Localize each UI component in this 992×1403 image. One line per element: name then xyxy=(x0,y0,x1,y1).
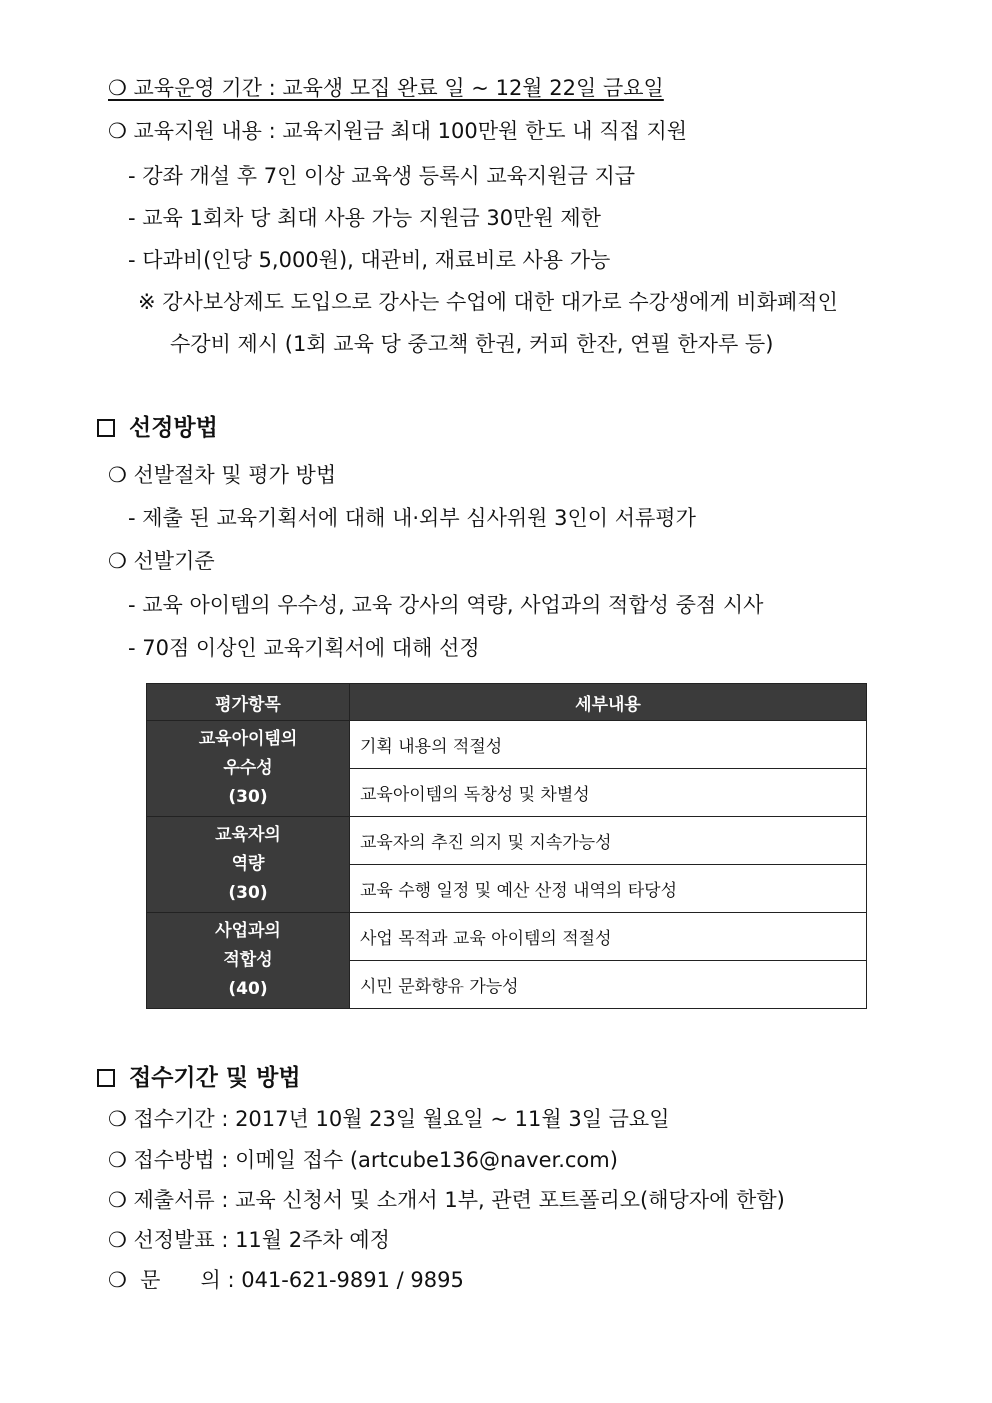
detail-cell: 사업 목적과 교육 아이템의 적절성 xyxy=(350,913,867,961)
section-heading-selection xyxy=(97,414,218,442)
category-cell xyxy=(147,817,350,913)
checkbox-square-icon xyxy=(97,1069,115,1087)
support-line: ❍ 교육지원 내용 : 교육지원금 최대 100만원 한도 내 직접 지원 xyxy=(108,119,688,143)
support-item: - 다과비(인당 5,000원), 대관비, 재료비로 사용 가능 xyxy=(128,248,611,272)
support-item: - 교육 1회차 당 최대 사용 가능 지원금 30만원 제한 xyxy=(128,206,601,230)
procedure-title: ❍ 선발절차 및 평가 방법 xyxy=(108,463,337,487)
table-header-row xyxy=(147,684,867,721)
category-score: (40) xyxy=(228,979,268,999)
detail-cell: 교육아이템의 독창성 및 차별성 xyxy=(350,769,867,817)
table-row xyxy=(147,913,867,961)
category-score: (30) xyxy=(228,787,268,807)
table-row xyxy=(147,817,867,865)
criteria-title: ❍ 선발기준 xyxy=(108,549,215,573)
note-line: ※ 강사보상제도 도입으로 강사는 수업에 대한 대가로 수강생에게 비화폐적인 xyxy=(138,290,838,314)
category-name: 교육아이템의 xyxy=(198,729,298,749)
category-name: 적합성 xyxy=(223,950,273,970)
category-name: 사업과의 xyxy=(215,921,281,941)
application-method: ❍ 접수방법 : 이메일 접수 (artcube136@naver.com) xyxy=(108,1148,618,1172)
period-text: ❍ 교육운영 기간 : 교육생 모집 완료 일 ~ 12월 22일 금요일 xyxy=(108,76,664,100)
table-row xyxy=(147,721,867,769)
criteria-item: - 70점 이상인 교육기획서에 대해 선정 xyxy=(128,636,480,660)
required-documents: ❍ 제출서류 : 교육 신청서 및 소개서 1부, 관련 포트폴리오(해당자에 한함) xyxy=(108,1188,785,1212)
section-heading-text: 접수기간 및 방법 xyxy=(129,1065,301,1091)
support-item: - 강좌 개설 후 7인 이상 교육생 등록시 교육지원금 지급 xyxy=(128,164,636,188)
category-name: 역량 xyxy=(231,854,265,874)
category-name: 교육자의 xyxy=(215,825,281,845)
checkbox-square-icon xyxy=(97,419,115,437)
application-period: ❍ 접수기간 : 2017년 10월 23일 월요일 ~ 11월 3일 금요일 xyxy=(108,1107,670,1131)
detail-cell: 교육 수행 일정 및 예산 산정 내역의 타당성 xyxy=(350,865,867,913)
criteria-item: - 교육 아이템의 우수성, 교육 강사의 역량, 사업과의 적합성 중점 시사 xyxy=(128,593,764,617)
header-item: 평가항목 xyxy=(147,684,350,721)
category-name: 우수성 xyxy=(223,758,273,778)
section-heading-text: 선정방법 xyxy=(129,415,218,441)
category-score: (30) xyxy=(228,883,268,903)
announcement: ❍ 선정발표 : 11월 2주차 예정 xyxy=(108,1228,390,1252)
category-cell xyxy=(147,721,350,817)
section-heading-application xyxy=(97,1064,301,1092)
note-line: 수강비 제시 (1회 교육 당 중고책 한권, 커피 한잔, 연필 한자루 등) xyxy=(170,332,774,356)
detail-cell: 기획 내용의 적절성 xyxy=(350,721,867,769)
category-cell xyxy=(147,913,350,1009)
period-line xyxy=(108,74,664,102)
contact: ❍ 문 의 : 041-621-9891 / 9895 xyxy=(108,1268,464,1292)
evaluation-table xyxy=(146,683,867,1009)
header-detail: 세부내용 xyxy=(350,684,867,721)
procedure-item: - 제출 된 교육기획서에 대해 내·외부 심사위원 3인이 서류평가 xyxy=(128,506,696,530)
detail-cell: 시민 문화향유 가능성 xyxy=(350,961,867,1009)
detail-cell: 교육자의 추진 의지 및 지속가능성 xyxy=(350,817,867,865)
